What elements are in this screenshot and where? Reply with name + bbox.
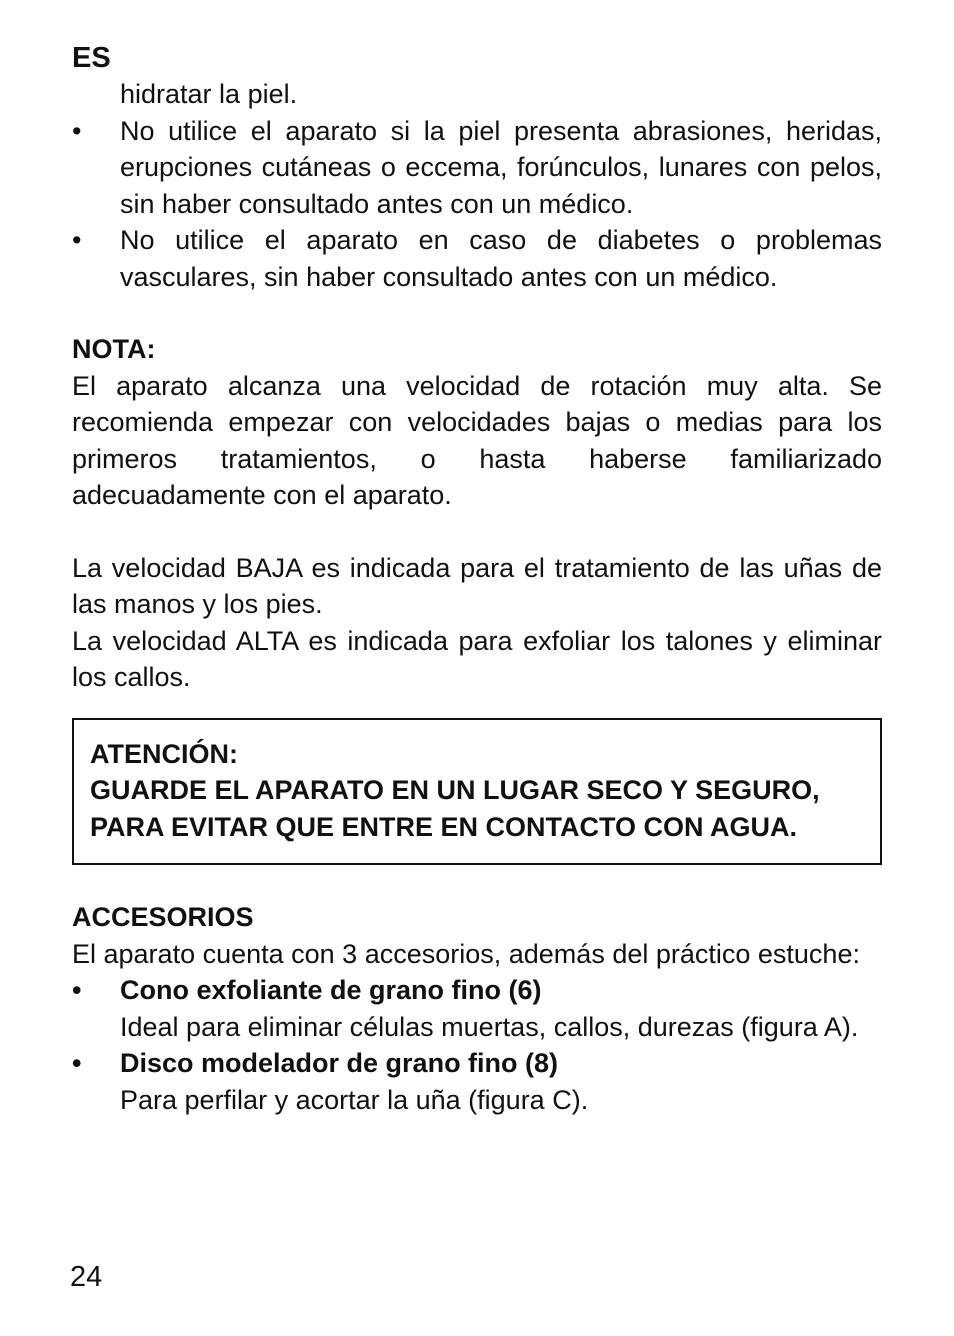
list-item-text: No utilice el aparato en caso de diabetes o problemas vasculares, sin haber consultado antes con un médico.	[120, 225, 882, 292]
nota-heading: NOTA:	[72, 334, 156, 364]
accessory-description: Ideal para eliminar células muertas, callos, durezas (figura A).	[120, 1011, 859, 1042]
accessories-heading: ACCESORIOS	[72, 902, 254, 932]
nota-text: El aparato alcanza una velocidad de rotación muy alta. Se recomienda empezar con velocidades bajas o medias para los primeros tratamientos, o hasta haberse familiarizado adecuadamente con el aparato.	[72, 370, 882, 510]
list-item	[72, 113, 882, 223]
language-label: ES	[72, 42, 111, 74]
list-item	[72, 222, 882, 295]
accessory-name: Disco modelador de grano fino (8)	[120, 1048, 559, 1078]
list-item	[72, 1045, 882, 1118]
attention-box	[72, 718, 882, 866]
manual-page	[72, 40, 882, 1118]
accessories-list	[72, 972, 882, 1118]
speed-low-text: La velocidad BAJA es indicada para el tratamiento de las uñas de las manos y los pies.	[72, 552, 882, 619]
intro-continuation: hidratar la piel.	[120, 79, 298, 109]
bullet-icon: •	[72, 975, 82, 1005]
bullet-icon: •	[72, 115, 82, 146]
bullet-icon: •	[72, 1048, 82, 1078]
warning-bullet-list	[72, 113, 882, 296]
list-item-text: No utilice el aparato si la piel presenta abrasiones, heridas, erupciones cutáneas o eccema, forúnculos, lunares con pelos, sin haber consultado antes con un médico.	[120, 115, 882, 219]
accessory-description: Para perfilar y acortar la uña (figura C).	[120, 1084, 589, 1115]
page-number: 24	[70, 1261, 103, 1293]
bullet-icon: •	[72, 225, 82, 255]
accessory-name: Cono exfoliante de grano fino (6)	[120, 975, 542, 1005]
speed-high-text: La velocidad ALTA es indicada para exfoliar los talones y eliminar los callos.	[72, 625, 882, 692]
attention-title: ATENCIÓN:	[90, 738, 238, 769]
accessories-text: El aparato cuenta con 3 accesorios, además del práctico estuche:	[72, 938, 860, 969]
attention-line-2: PARA EVITAR QUE ENTRE EN CONTACTO CON AGUA.	[90, 811, 798, 842]
list-item	[72, 972, 882, 1045]
attention-line-1: GUARDE EL APARATO EN UN LUGAR SECO Y SEGURO,	[90, 775, 820, 805]
